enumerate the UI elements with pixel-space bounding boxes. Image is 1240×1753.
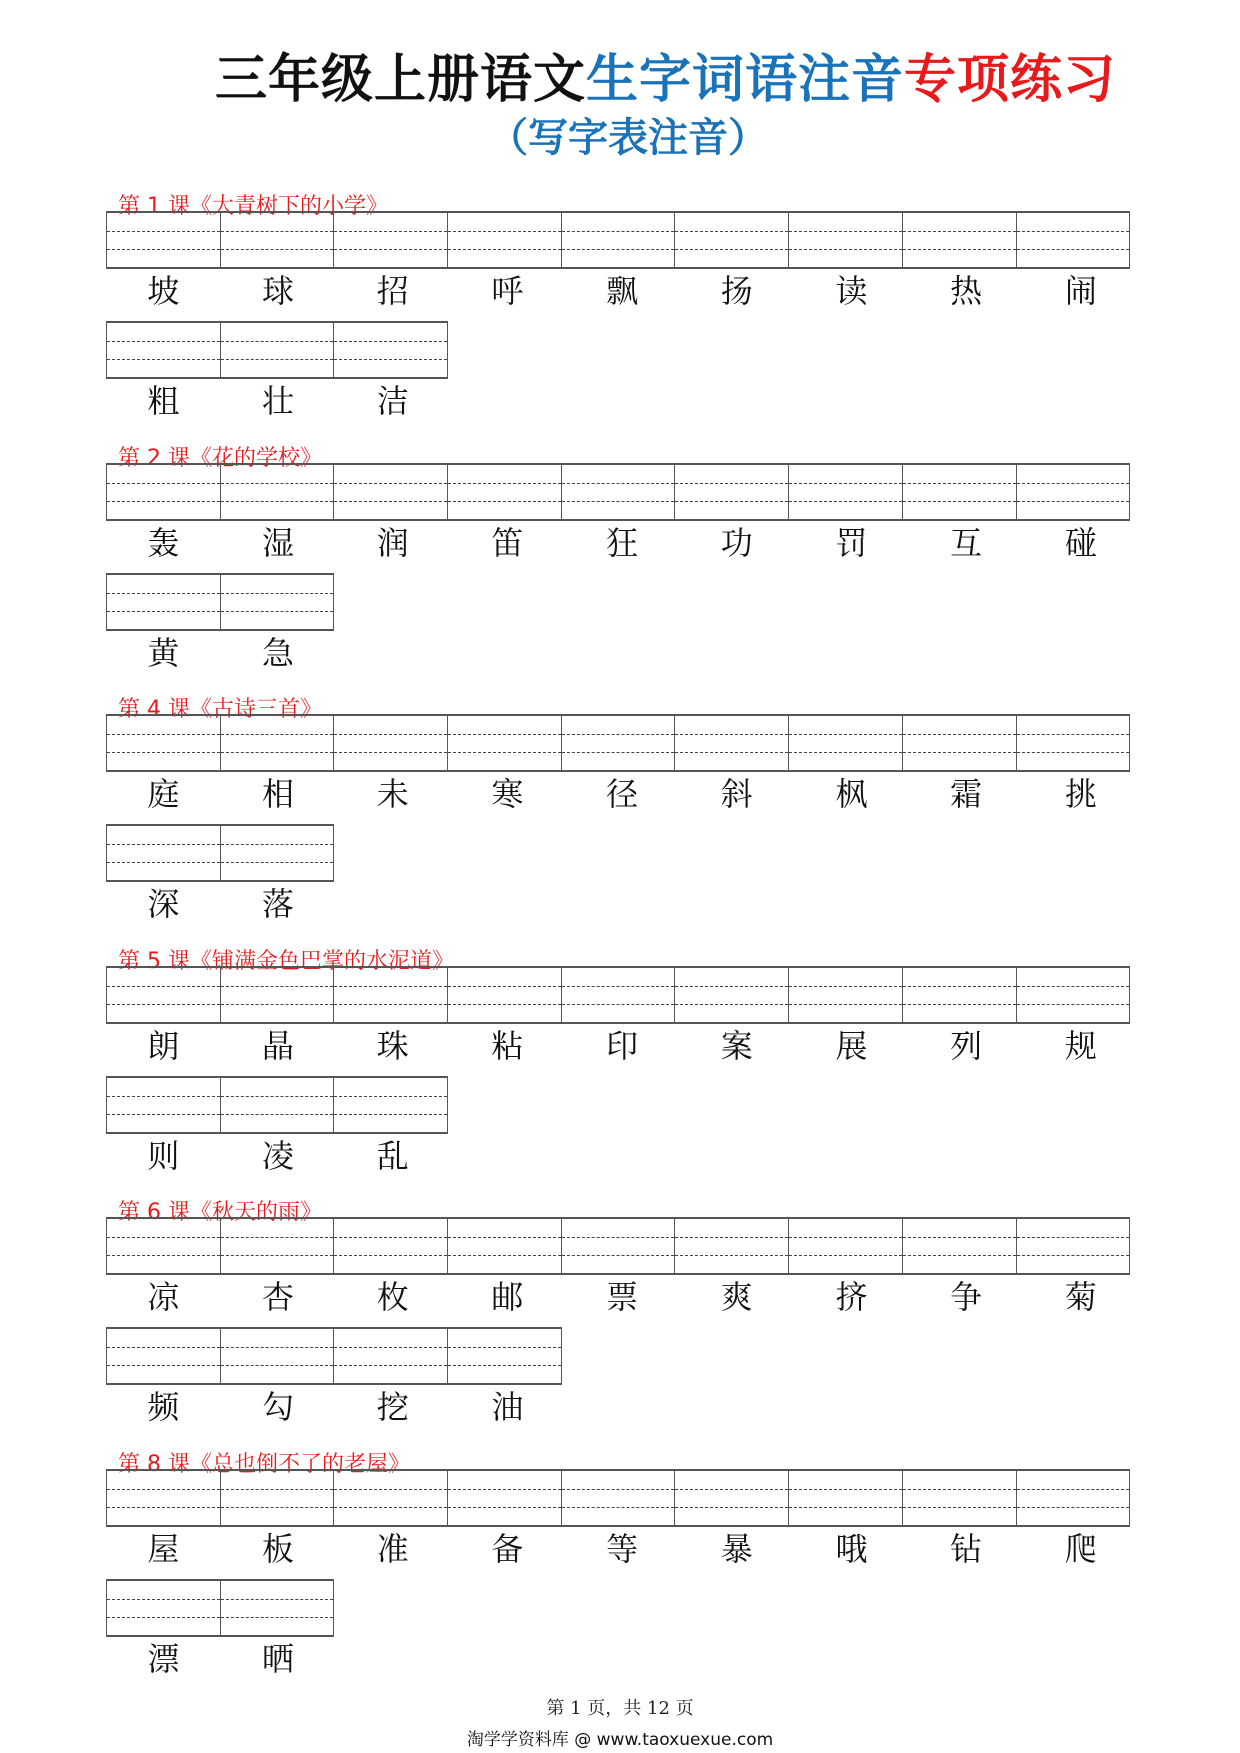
hanzi-character: 朗 [147,1027,180,1065]
pinyin-input-cell[interactable] [562,716,676,770]
character-list [106,774,1138,814]
hanzi-character: 案 [720,1027,753,1065]
character-list [106,523,1138,563]
pinyin-input-cell[interactable] [1017,213,1131,267]
character-list [106,1639,335,1679]
hanzi-character: 飘 [606,272,639,310]
pinyin-writing-grid [106,714,1130,772]
pinyin-input-cell[interactable] [221,968,335,1022]
pinyin-input-cell[interactable] [107,968,221,1022]
pinyin-input-cell[interactable] [675,465,789,519]
hanzi-character: 寒 [491,775,524,813]
page-subtitle: （写字表注音） [488,115,768,161]
hanzi-character: 板 [262,1530,295,1568]
character-list [106,1529,1138,1569]
hanzi-character: 粗 [147,382,180,420]
pinyin-input-cell[interactable] [903,1471,1017,1525]
pinyin-writing-grid [106,211,1130,269]
hanzi-character: 轰 [147,524,180,562]
title-part-practice: 专项练习 [904,50,1117,110]
character-list [106,381,450,421]
hanzi-character: 晒 [262,1640,295,1678]
pinyin-input-cell[interactable] [221,716,335,770]
pinyin-input-cell[interactable] [903,716,1017,770]
pinyin-input-cell[interactable] [675,1471,789,1525]
hanzi-character: 暴 [720,1530,753,1568]
site-watermark: 淘学学资料库 @ www.taoxuexue.com [466,1730,774,1750]
pinyin-input-cell[interactable] [448,716,562,770]
hanzi-character: 湿 [262,524,295,562]
hanzi-character: 功 [720,524,753,562]
pinyin-input-cell[interactable] [789,213,903,267]
lesson-heading: 第 5 课《铺满金色巴掌的水泥道》 [118,949,454,974]
pinyin-input-cell[interactable] [448,1329,562,1383]
character-list [106,1026,1138,1066]
hanzi-character: 邮 [491,1278,524,1316]
pinyin-input-cell[interactable] [789,968,903,1022]
pinyin-input-cell[interactable] [448,1219,562,1273]
pinyin-input-cell[interactable] [107,716,221,770]
pinyin-input-cell[interactable] [562,213,676,267]
hanzi-character: 油 [491,1388,524,1426]
hanzi-character: 准 [376,1530,409,1568]
pinyin-input-cell[interactable] [1017,968,1131,1022]
pinyin-input-cell[interactable] [221,1471,335,1525]
page-title [215,48,1116,112]
pinyin-input-cell[interactable] [107,1329,221,1383]
pinyin-writing-grid [106,1327,562,1385]
pinyin-input-cell[interactable] [1017,1471,1131,1525]
hanzi-character: 则 [147,1137,180,1175]
hanzi-character: 挑 [1064,775,1097,813]
pinyin-input-cell[interactable] [221,1581,335,1635]
pinyin-input-cell[interactable] [107,323,221,377]
pinyin-input-cell[interactable] [789,465,903,519]
pinyin-input-cell[interactable] [334,1219,448,1273]
pinyin-writing-grid [106,1579,334,1637]
hanzi-character: 展 [835,1027,868,1065]
pinyin-input-cell[interactable] [107,1471,221,1525]
pinyin-input-cell[interactable] [448,213,562,267]
pinyin-input-cell[interactable] [1017,716,1131,770]
pinyin-input-cell[interactable] [107,1581,221,1635]
hanzi-character: 规 [1064,1027,1097,1065]
hanzi-character: 未 [376,775,409,813]
hanzi-character: 坡 [147,272,180,310]
hanzi-character: 备 [491,1530,524,1568]
hanzi-character: 列 [950,1027,983,1065]
hanzi-character: 乱 [376,1137,409,1175]
pinyin-writing-grid [106,966,1130,1024]
hanzi-character: 庭 [147,775,180,813]
hanzi-character: 印 [606,1027,639,1065]
pinyin-input-cell[interactable] [221,1219,335,1273]
hanzi-character: 互 [950,524,983,562]
pinyin-writing-grid [106,1217,1130,1275]
pinyin-writing-grid [106,321,448,379]
hanzi-character: 壮 [262,382,295,420]
character-list [106,1136,450,1176]
pinyin-writing-grid [106,1469,1130,1527]
pinyin-input-cell[interactable] [221,1329,335,1383]
pinyin-input-cell[interactable] [903,1219,1017,1273]
pinyin-input-cell[interactable] [448,968,562,1022]
hanzi-character: 枚 [376,1278,409,1316]
hanzi-character: 呼 [491,272,524,310]
hanzi-character: 落 [262,885,295,923]
hanzi-character: 漂 [147,1640,180,1678]
pinyin-input-cell[interactable] [903,968,1017,1022]
hanzi-character: 珠 [376,1027,409,1065]
pinyin-input-cell[interactable] [334,1078,448,1132]
hanzi-character: 扬 [720,272,753,310]
hanzi-character: 润 [376,524,409,562]
pinyin-input-cell[interactable] [562,968,676,1022]
character-list [106,271,1138,311]
hanzi-character: 急 [262,634,295,672]
character-list [106,1387,565,1427]
pinyin-input-cell[interactable] [107,575,221,629]
pinyin-input-cell[interactable] [334,716,448,770]
character-list [106,633,335,673]
hanzi-character: 频 [147,1388,180,1426]
pinyin-input-cell[interactable] [107,1219,221,1273]
pinyin-input-cell[interactable] [675,716,789,770]
hanzi-character: 霜 [950,775,983,813]
pinyin-input-cell[interactable] [903,465,1017,519]
hanzi-character: 晶 [262,1027,295,1065]
pinyin-input-cell[interactable] [562,1471,676,1525]
pinyin-input-cell[interactable] [448,465,562,519]
hanzi-character: 黄 [147,634,180,672]
pinyin-input-cell[interactable] [334,213,448,267]
hanzi-character: 挤 [835,1278,868,1316]
hanzi-character: 凌 [262,1137,295,1175]
character-list [106,884,335,924]
hanzi-character: 洁 [376,382,409,420]
hanzi-character: 爬 [1064,1530,1097,1568]
character-list [106,1277,1138,1317]
hanzi-character: 碰 [1064,524,1097,562]
hanzi-character: 相 [262,775,295,813]
hanzi-character: 杏 [262,1278,295,1316]
pinyin-input-cell[interactable] [334,323,448,377]
hanzi-character: 等 [606,1530,639,1568]
pinyin-input-cell[interactable] [1017,1219,1131,1273]
hanzi-character: 凉 [147,1278,180,1316]
pinyin-writing-grid [106,463,1130,521]
pinyin-input-cell[interactable] [107,213,221,267]
pinyin-input-cell[interactable] [448,1471,562,1525]
pinyin-input-cell[interactable] [675,1219,789,1273]
pinyin-input-cell[interactable] [221,826,335,880]
pinyin-input-cell[interactable] [221,213,335,267]
pinyin-input-cell[interactable] [789,716,903,770]
lesson-heading: 第 6 课《秋天的雨》 [118,1200,322,1225]
page-number: 第 1 页，共 12 页 [546,1698,694,1719]
title-part-grade: 三年级上册语文 [215,50,587,110]
hanzi-character: 闹 [1064,272,1097,310]
lesson-heading: 第 4 课《古诗三首》 [118,697,322,722]
hanzi-character: 球 [262,272,295,310]
pinyin-input-cell[interactable] [1017,465,1131,519]
hanzi-character: 争 [950,1278,983,1316]
pinyin-input-cell[interactable] [334,1471,448,1525]
hanzi-character: 枫 [835,775,868,813]
pinyin-input-cell[interactable] [221,1078,335,1132]
hanzi-character: 罚 [835,524,868,562]
hanzi-character: 票 [606,1278,639,1316]
hanzi-character: 热 [950,272,983,310]
hanzi-character: 狂 [606,524,639,562]
pinyin-writing-grid [106,573,334,631]
hanzi-character: 爽 [720,1278,753,1316]
title-part-topic: 生字词语注音 [586,50,905,110]
hanzi-character: 哦 [835,1530,868,1568]
hanzi-character: 招 [376,272,409,310]
hanzi-character: 深 [147,885,180,923]
pinyin-input-cell[interactable] [789,1219,903,1273]
pinyin-input-cell[interactable] [675,213,789,267]
hanzi-character: 菊 [1064,1278,1097,1316]
pinyin-input-cell[interactable] [107,1078,221,1132]
lesson-heading: 第 2 课《花的学校》 [118,446,322,471]
pinyin-input-cell[interactable] [562,465,676,519]
pinyin-input-cell[interactable] [221,575,335,629]
pinyin-input-cell[interactable] [107,465,221,519]
pinyin-input-cell[interactable] [789,1471,903,1525]
hanzi-character: 径 [606,775,639,813]
pinyin-input-cell[interactable] [334,465,448,519]
hanzi-character: 钻 [950,1530,983,1568]
hanzi-character: 斜 [720,775,753,813]
pinyin-input-cell[interactable] [675,968,789,1022]
pinyin-input-cell[interactable] [334,1329,448,1383]
hanzi-character: 勾 [262,1388,295,1426]
pinyin-input-cell[interactable] [221,323,335,377]
hanzi-character: 挖 [376,1388,409,1426]
hanzi-character: 笛 [491,524,524,562]
hanzi-character: 读 [835,272,868,310]
pinyin-input-cell[interactable] [903,213,1017,267]
lesson-heading: 第 8 课《总也倒不了的老屋》 [118,1452,410,1477]
pinyin-input-cell[interactable] [107,826,221,880]
pinyin-input-cell[interactable] [562,1219,676,1273]
pinyin-input-cell[interactable] [221,465,335,519]
lesson-heading: 第 1 课《大青树下的小学》 [118,194,388,219]
pinyin-input-cell[interactable] [334,968,448,1022]
pinyin-writing-grid [106,1076,448,1134]
hanzi-character: 屋 [147,1530,180,1568]
pinyin-writing-grid [106,824,334,882]
hanzi-character: 粘 [491,1027,524,1065]
